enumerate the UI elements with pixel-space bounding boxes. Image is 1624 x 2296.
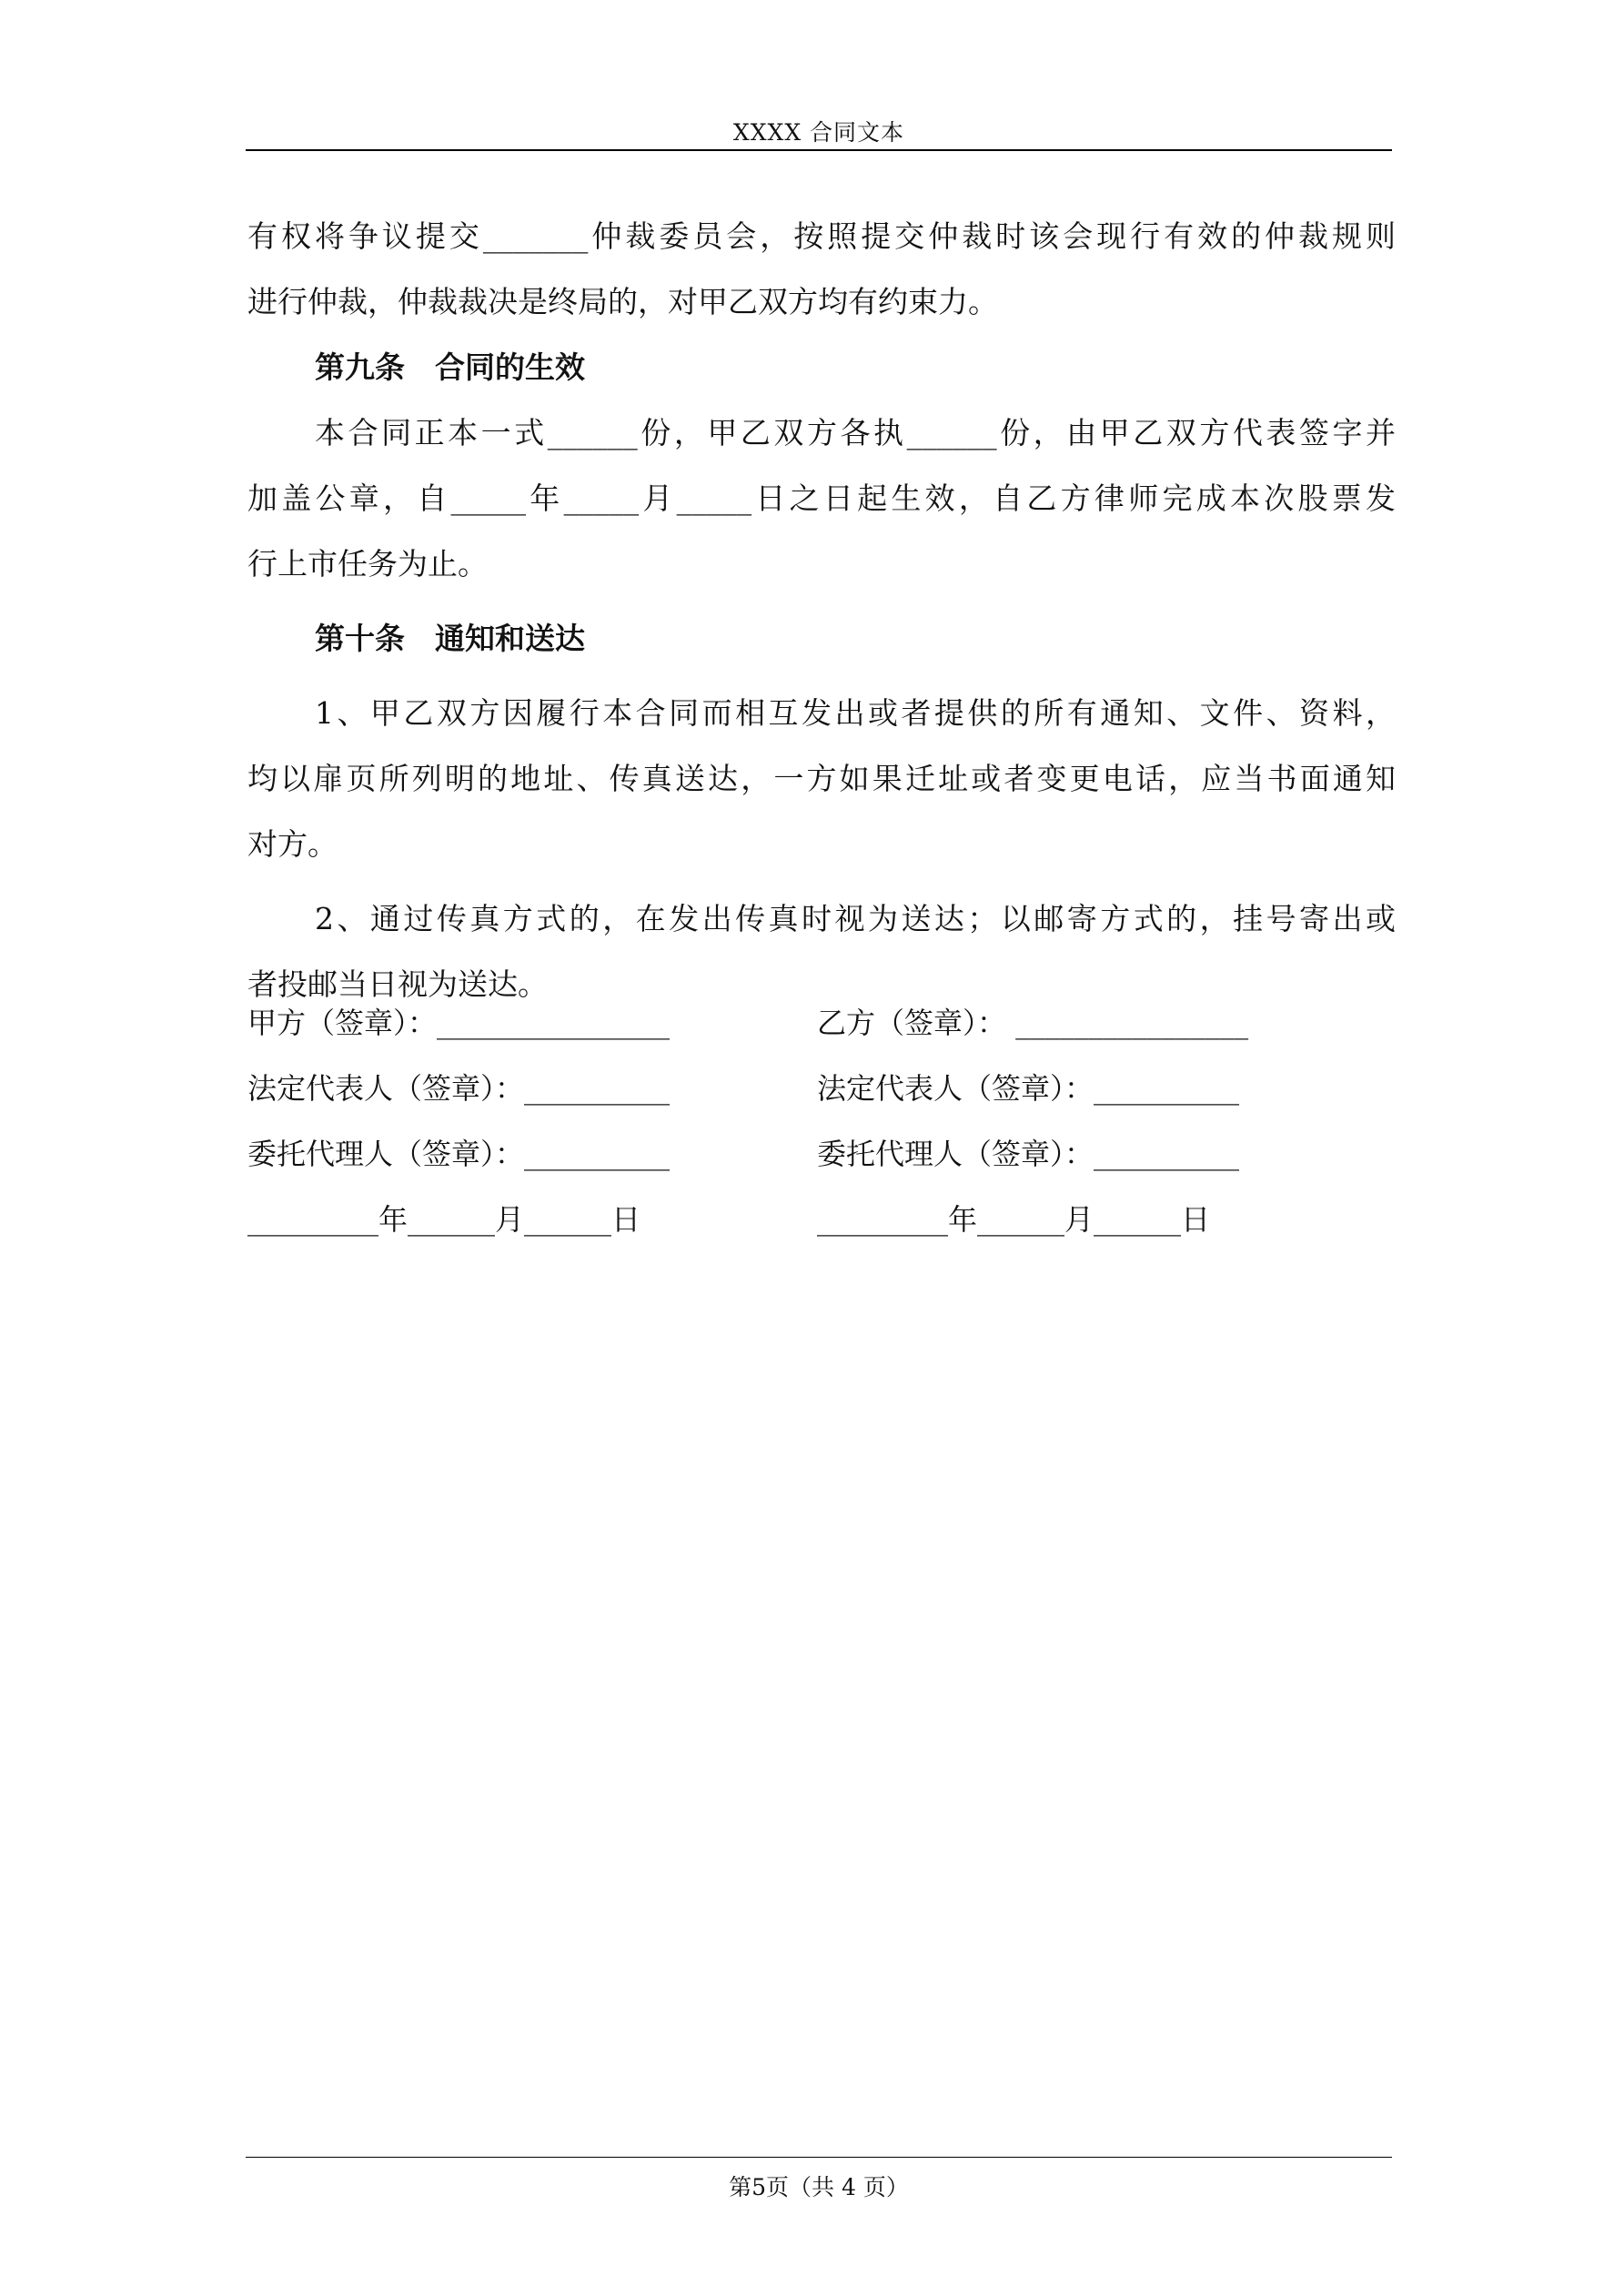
party-b-legal-rep-line: 法定代表人（签章）：__________ xyxy=(817,1071,1240,1106)
footer-divider xyxy=(246,2157,1392,2158)
paragraph-line: 进行仲裁，仲裁裁决是终局的，对甲乙双方均有约束力。 xyxy=(247,284,998,319)
paragraph-line: 有权将争议提交_______仲裁委员会，按照提交仲裁时该会现行有效的仲裁规则 xyxy=(247,218,1396,254)
party-b-seal-line: 乙方（签章）： ________________ xyxy=(817,1006,1249,1040)
paragraph-line: 本合同正本一式______份，甲乙双方各执______份，由甲乙双方代表签字并 xyxy=(315,415,1396,450)
paragraph-line: 加盖公章，自_____年_____月_____日之日起生效，自乙方律师完成本次股票发 xyxy=(247,480,1396,516)
party-a-date-line: _________年______月______日 xyxy=(247,1202,641,1237)
article-ten-heading: 第十条 通知和送达 xyxy=(315,621,585,656)
paragraph-line: 行上市任务为止。 xyxy=(247,546,488,582)
page-number: 第5页（共 4 页） xyxy=(729,2174,909,2200)
page-header-title: XXXX 合同文本 xyxy=(732,119,905,146)
party-b-agent-line: 委托代理人（签章）：__________ xyxy=(817,1137,1240,1171)
party-b-date-line: _________年______月______日 xyxy=(817,1202,1211,1237)
paragraph-line: 对方。 xyxy=(247,826,338,862)
contract-body xyxy=(247,204,1396,1017)
party-a-signature-block xyxy=(247,990,670,1252)
article-nine-heading: 第九条 合同的生效 xyxy=(315,349,585,385)
paragraph-line: 1、甲乙双方因履行本合同而相互发出或者提供的所有通知、文件、资料， xyxy=(315,695,1396,731)
header-divider xyxy=(246,149,1392,151)
paragraph-line: 2、通过传真方式的，在发出传真时视为送达；以邮寄方式的，挂号寄出或 xyxy=(315,901,1396,936)
paragraph-line: 均以扉页所列明的地址、传真送达，一方如果迁址或者变更电话，应当书面通知 xyxy=(247,761,1396,796)
party-a-legal-rep-line: 法定代表人（签章）：__________ xyxy=(247,1071,671,1106)
party-a-seal-line: 甲方（签章）：________________ xyxy=(247,1006,671,1040)
party-b-signature-block xyxy=(817,990,1248,1252)
party-a-agent-line: 委托代理人（签章）：__________ xyxy=(247,1137,671,1171)
paragraph-line: 者投邮当日视为送达。 xyxy=(247,966,548,1002)
